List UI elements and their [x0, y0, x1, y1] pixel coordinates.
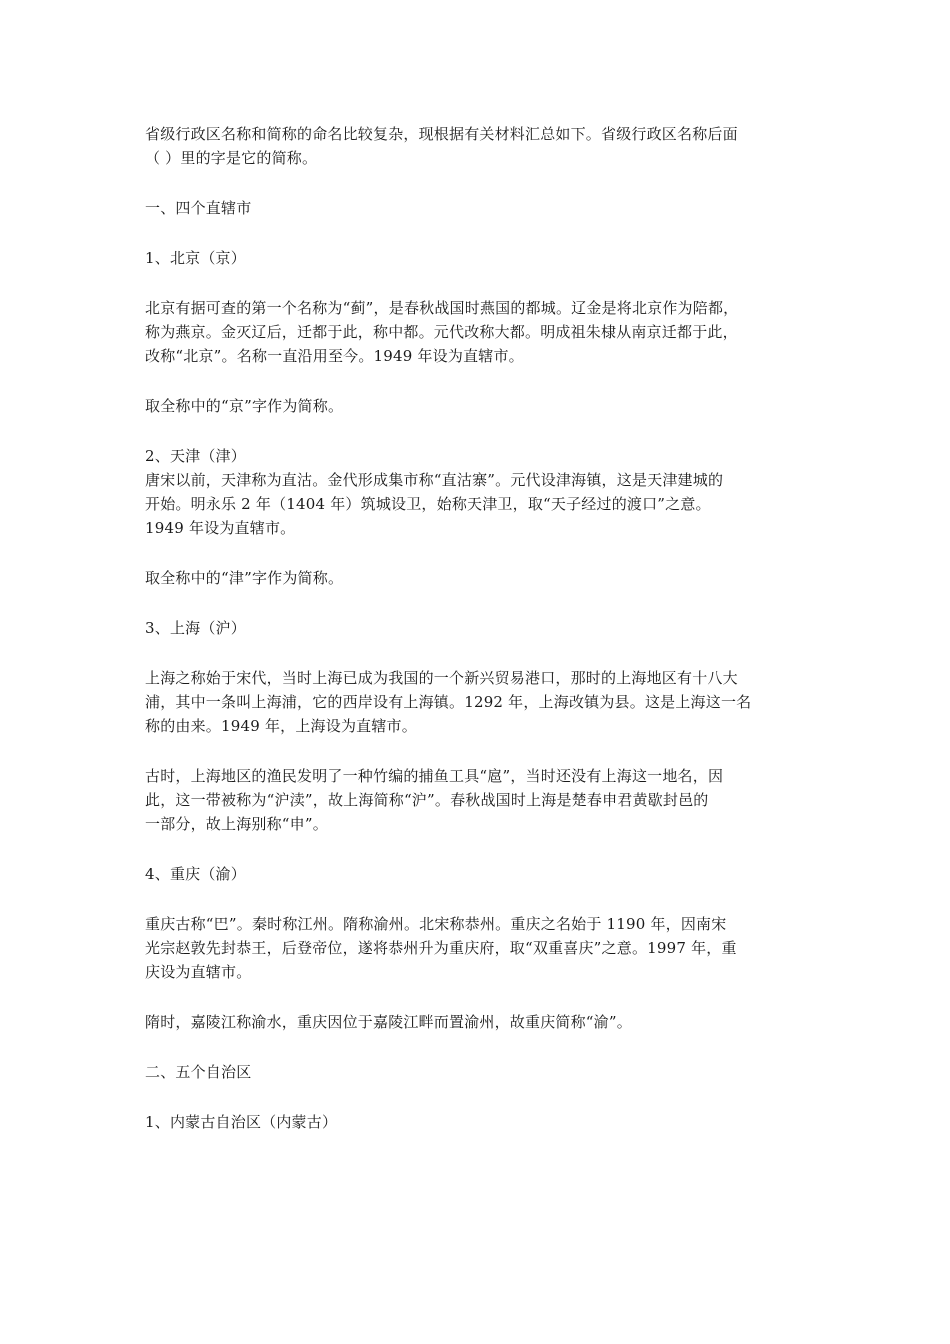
text-line: 1949 年设为直辖市。 — [145, 519, 296, 537]
text-line: 称的由来。1949 年，上海设为直辖市。 — [145, 717, 417, 735]
text-line: 庆设为直辖市。 — [145, 963, 252, 981]
heading-text: 二、五个自治区 — [145, 1063, 252, 1081]
subheading-beijing — [145, 246, 811, 270]
subheading-inner-mongolia — [145, 1110, 811, 1134]
text-line: 北京有据可查的第一个名称为“蓟”，是春秋战国时燕国的都城。辽金是将北京作为陪都， — [145, 299, 739, 317]
paragraph-chongqing-history — [145, 912, 811, 984]
subheading-tianjin: 2、天津（津） — [145, 447, 246, 465]
heading-text: 3、上海（沪） — [145, 619, 246, 637]
text-line: 此，这一带被称为“沪渎”，故上海简称“沪”。春秋战国时上海是楚春申君黄歇封邑的 — [145, 791, 709, 809]
text-line: （ ）里的字是它的简称。 — [145, 149, 318, 167]
text-line: 一部分，故上海别称“申”。 — [145, 815, 328, 833]
intro-paragraph — [145, 122, 811, 170]
heading-text: 1、北京（京） — [145, 249, 246, 267]
paragraph-tianjin-abbr — [145, 566, 811, 590]
section-heading-municipalities — [145, 196, 811, 220]
text-line: 唐宋以前，天津称为直沽。金代形成集市称“直沽寨”。元代设津海镇，这是天津建城的 — [145, 471, 724, 489]
document-body — [145, 122, 811, 1134]
text-line: 浦，其中一条叫上海浦，它的西岸设有上海镇。1292 年，上海改镇为县。这是上海这一名 — [145, 693, 752, 711]
section-heading-autonomous-regions — [145, 1060, 811, 1084]
text-line: 隋时，嘉陵江称渝水，重庆因位于嘉陵江畔而置渝州，故重庆简称“渝”。 — [145, 1013, 632, 1031]
subheading-shanghai — [145, 616, 811, 640]
heading-text: 4、重庆（渝） — [145, 865, 246, 883]
text-line: 省级行政区名称和简称的命名比较复杂，现根据有关材料汇总如下。省级行政区名称后面 — [145, 125, 738, 143]
text-line: 取全称中的“津”字作为简称。 — [145, 569, 344, 587]
paragraph-shanghai-abbr — [145, 764, 811, 836]
text-line: 取全称中的“京”字作为简称。 — [145, 397, 344, 415]
text-line: 称为燕京。金灭辽后，迁都于此，称中都。元代改称大都。明成祖朱棣从南京迁都于此， — [145, 323, 738, 341]
text-line: 改称“北京”。名称一直沿用至今。1949 年设为直辖市。 — [145, 347, 524, 365]
text-line: 重庆古称“巴”。秦时称江州。隋称渝州。北宋称恭州。重庆之名始于 1190 年，因南宋 — [145, 915, 727, 933]
text-line: 光宗赵敦先封恭王，后登帝位，遂将恭州升为重庆府，取“双重喜庆”之意。1997 年，重 — [145, 939, 737, 957]
text-line: 上海之称始于宋代，当时上海已成为我国的一个新兴贸易港口，那时的上海地区有十八大 — [145, 669, 738, 687]
text-line: 古时，上海地区的渔民发明了一种竹编的捕鱼工具“扈”，当时还没有上海这一地名，因 — [145, 767, 724, 785]
paragraph-shanghai-history — [145, 666, 811, 738]
paragraph-beijing-history — [145, 296, 811, 368]
heading-text: 1、内蒙古自治区（内蒙古） — [145, 1113, 338, 1131]
heading-text: 一、四个直辖市 — [145, 199, 252, 217]
subheading-chongqing — [145, 862, 811, 886]
paragraph-tianjin — [145, 444, 811, 540]
text-line: 开始。明永乐 2 年（1404 年）筑城设卫，始称天津卫，取“天子经过的渡口”之意。 — [145, 495, 711, 513]
paragraph-chongqing-abbr — [145, 1010, 811, 1034]
paragraph-beijing-abbr — [145, 394, 811, 418]
